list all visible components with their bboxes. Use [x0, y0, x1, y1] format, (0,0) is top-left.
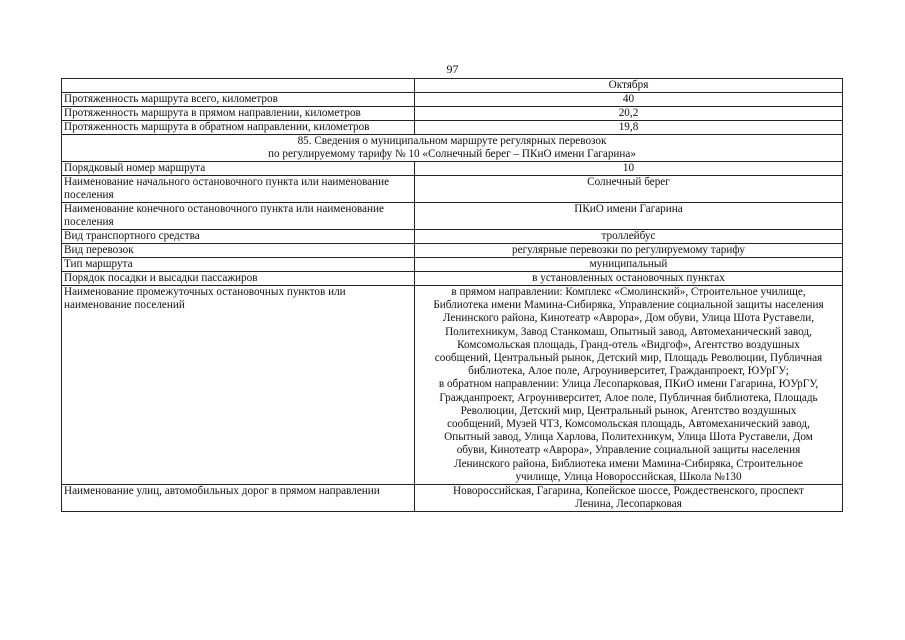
stops-line: училище, Улица Новороссийская, Школа №130	[515, 470, 742, 483]
table-row	[62, 244, 843, 258]
stops-line: сообщений, Музей ЧТЗ, Комсомольская площадь, Автомеханический завод,	[447, 418, 810, 431]
row-value: муниципальный	[415, 258, 843, 272]
page-number: 97	[446, 62, 459, 76]
stops-value	[415, 286, 843, 485]
table-row	[62, 176, 843, 203]
row-value: троллейбус	[415, 230, 843, 244]
row-value: Солнечный берег	[415, 176, 843, 203]
stops-line: Гражданпроект, Агроуниверситет, Алое поле, Публичная библиотека, Площадь	[439, 391, 818, 404]
row-label: Протяженность маршрута в прямом направлении, километров	[62, 107, 415, 121]
stops-line: в прямом направлении: Комплекс «Смолинский», Строительное училище,	[451, 286, 806, 298]
table-header-row	[62, 79, 843, 93]
section-title	[62, 135, 843, 162]
row-label: Наименование начального остановочного пункта или наименование поселения	[62, 176, 415, 203]
table-row	[62, 203, 843, 230]
streets-line: Ленина, Лесопарковая	[575, 498, 682, 511]
stops-line: в обратном направлении: Улица Лесопарковая, ПКиО имени Гагарина, ЮУрГУ,	[438, 378, 819, 391]
row-label: Протяженность маршрута в обратном направлении, километров	[62, 121, 415, 135]
stops-line: обуви, Кинотеатр «Аврора», Управление социальной защиты населения	[456, 444, 801, 457]
row-label: Вид транспортного средства	[62, 230, 415, 244]
stops-line: Комсомольская площадь, Гранд-отель «Видгоф», Агентство воздушных	[457, 338, 800, 351]
table-row	[62, 272, 843, 286]
header-cell: Октября	[415, 79, 843, 93]
stops-line: библиотека, Алое поле, Агроуниверситет, Гражданпроект, ЮУрГУ;	[468, 365, 789, 378]
stops-line: Революции, Детский мир, Центральный рынок, Агентство воздушных	[460, 404, 797, 417]
header-empty-cell	[62, 79, 415, 93]
row-value: регулярные перевозки по регулируемому тарифу	[415, 244, 843, 258]
row-label: Протяженность маршрута всего, километров	[62, 93, 415, 107]
stops-row	[62, 286, 843, 485]
stops-line: Библиотека имени Мамина-Сибиряка, Управление социальной защиты населения	[433, 299, 824, 312]
row-label: Вид перевозок	[62, 244, 415, 258]
streets-row	[62, 485, 843, 512]
section-row	[62, 135, 843, 162]
table-row	[62, 258, 843, 272]
table-row	[62, 107, 843, 121]
row-label: Порядковый номер маршрута	[62, 162, 415, 176]
stops-line: Политехникум, Завод Станкомаш, Опытный завод, Автомеханический завод,	[445, 325, 812, 338]
streets-label: Наименование улиц, автомобильных дорог в прямом направлении	[62, 485, 415, 512]
stops-line: сообщений, Центральный рынок, Детский мир, Площадь Революции, Публичная	[434, 352, 823, 365]
row-label: Порядок посадки и высадки пассажиров	[62, 272, 415, 286]
stops-line: Ленинского района, Кинотеатр «Аврора», Дом обуви, Улица Шота Руставели,	[442, 312, 815, 325]
route-info-table	[61, 78, 843, 512]
section-title-line-2: по регулируемому тарифу № 10 «Солнечный берег – ПКиО имени Гагарина»	[268, 148, 636, 160]
table-row	[62, 121, 843, 135]
row-value: 20,2	[415, 107, 843, 121]
stops-line: Ленинского района, Библиотека имени Мамина-Сибиряка, Строительное	[454, 457, 803, 470]
row-value: ПКиО имени Гагарина	[415, 203, 843, 230]
row-label: Тип маршрута	[62, 258, 415, 272]
table-row	[62, 162, 843, 176]
row-value: 10	[415, 162, 843, 176]
table-row	[62, 230, 843, 244]
stops-line: Опытный завод, Улица Харлова, Политехникум, Улица Шота Руставели, Дом	[444, 431, 813, 444]
row-value: 40	[415, 93, 843, 107]
row-value: в установленных остановочных пунктах	[415, 272, 843, 286]
section-title-line-1: 85. Сведения о муниципальном маршруте регулярных перевозок	[297, 135, 607, 147]
row-value: 19,8	[415, 121, 843, 135]
stops-label: Наименование промежуточных остановочных пунктов или наименование поселений	[62, 286, 415, 485]
streets-value	[415, 485, 843, 512]
table-row	[62, 93, 843, 107]
row-label: Наименование конечного остановочного пункта или наименование поселения	[62, 203, 415, 230]
streets-line: Новороссийская, Гагарина, Копейское шоссе, Рождественского, проспект	[453, 485, 804, 498]
